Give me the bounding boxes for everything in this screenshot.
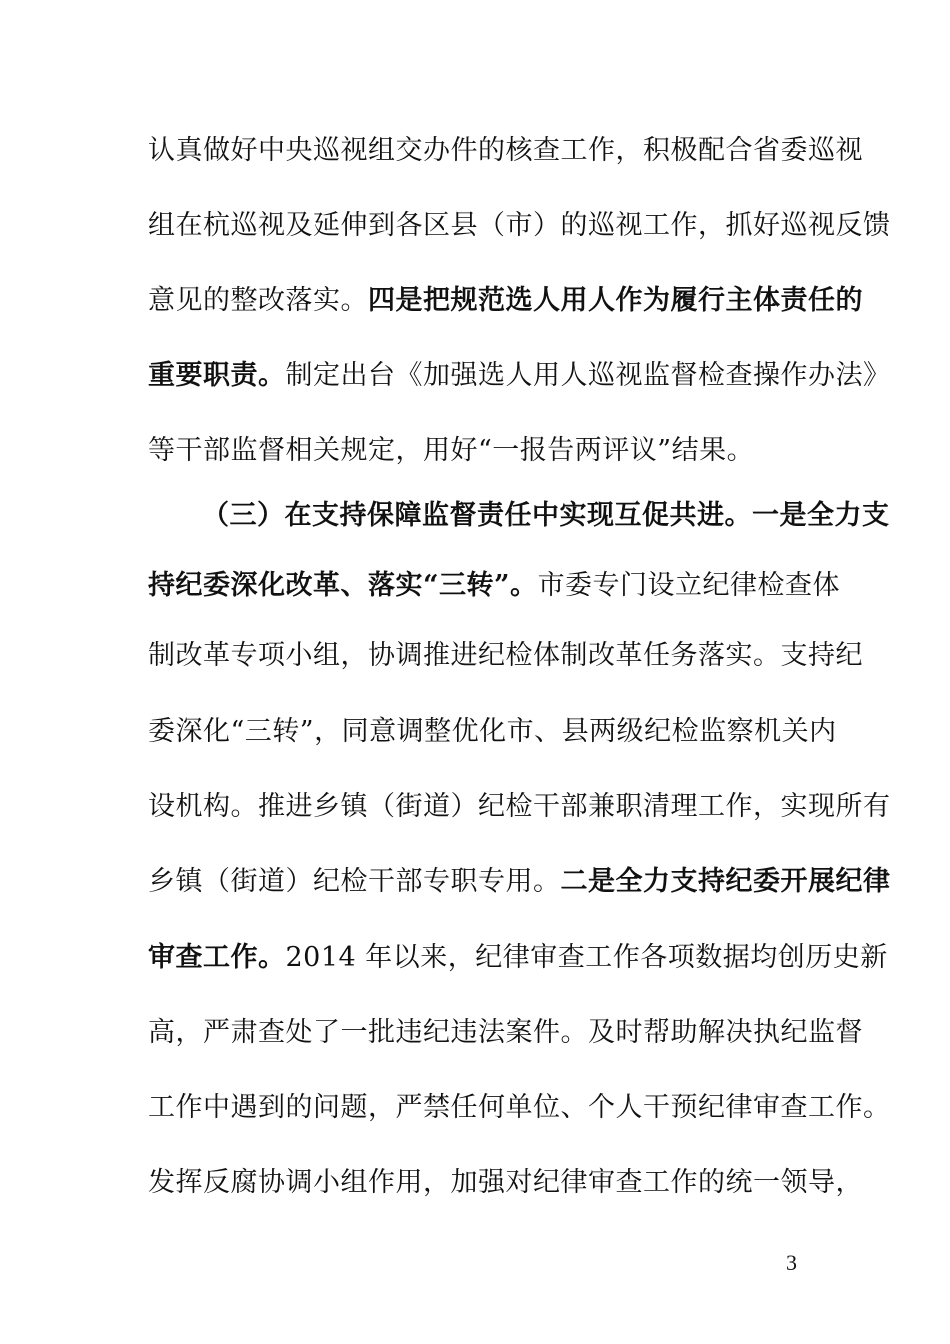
text-line: [148, 131, 863, 171]
text-segment: 高，严肃查处了一批违纪违法案件。及时帮助解决执纪监督: [148, 1017, 863, 1048]
text-line: [148, 938, 888, 978]
text-segment: 制定出台《加强选人用人巡视监督检查操作办法》: [285, 360, 891, 391]
text-segment: 意见的整改落实。: [148, 285, 368, 316]
text-line: [148, 206, 891, 246]
text-line: [202, 496, 890, 536]
text-line: [148, 1013, 863, 1053]
text-line: [148, 636, 863, 676]
text-segment: 市委专门设立纪律检查体: [537, 570, 841, 601]
text-segment: 乡镇（街道）纪检干部专职专用。: [148, 866, 561, 897]
text-line: [148, 281, 863, 321]
text-segment: 设机构。推进乡镇（街道）纪检干部兼职清理工作，实现所有: [148, 791, 891, 822]
text-line: [148, 862, 891, 902]
bold-text-segment: 重要职责。: [148, 360, 286, 391]
text-segment: 等干部监督相关规定，用好“一报告两评议”结果。: [148, 435, 755, 466]
text-segment: 委深化“三转”，同意调整优化市、县两级纪检监察机关内: [148, 716, 837, 747]
text-line: [148, 1088, 891, 1128]
text-line: [148, 1163, 863, 1203]
bold-text-segment: 四是把规范选人用人作为履行主体责任的: [368, 285, 863, 316]
text-segment: 工作中遇到的问题，严禁任何单位、个人干预纪律审查工作。: [148, 1092, 891, 1123]
text-line: [148, 356, 891, 396]
text-segment: 组在杭巡视及延伸到各区县（市）的巡视工作，抓好巡视反馈: [148, 210, 891, 241]
text-segment: 认真做好中央巡视组交办件的核查工作，积极配合省委巡视: [148, 135, 863, 166]
text-segment: 2014 年以来，纪律审查工作各项数据均创历史新: [285, 942, 888, 973]
bold-text-segment: 持纪委深化改革、落实“三转”。: [148, 570, 538, 601]
text-segment: 制改革专项小组，协调推进纪检体制改革任务落实。支持纪: [148, 640, 863, 671]
bold-text-segment: （三）在支持保障监督责任中实现互促共进。一是全力支: [202, 500, 890, 531]
text-line: [148, 431, 808, 471]
page-number: 3: [786, 1250, 797, 1275]
text-line: [148, 787, 891, 827]
bold-text-segment: 审查工作。: [148, 942, 286, 973]
text-line: [148, 712, 837, 752]
text-segment: 发挥反腐协调小组作用，加强对纪律审查工作的统一领导，: [148, 1167, 863, 1198]
bold-text-segment: 二是全力支持纪委开展纪律: [560, 866, 891, 897]
text-line: [148, 566, 841, 606]
